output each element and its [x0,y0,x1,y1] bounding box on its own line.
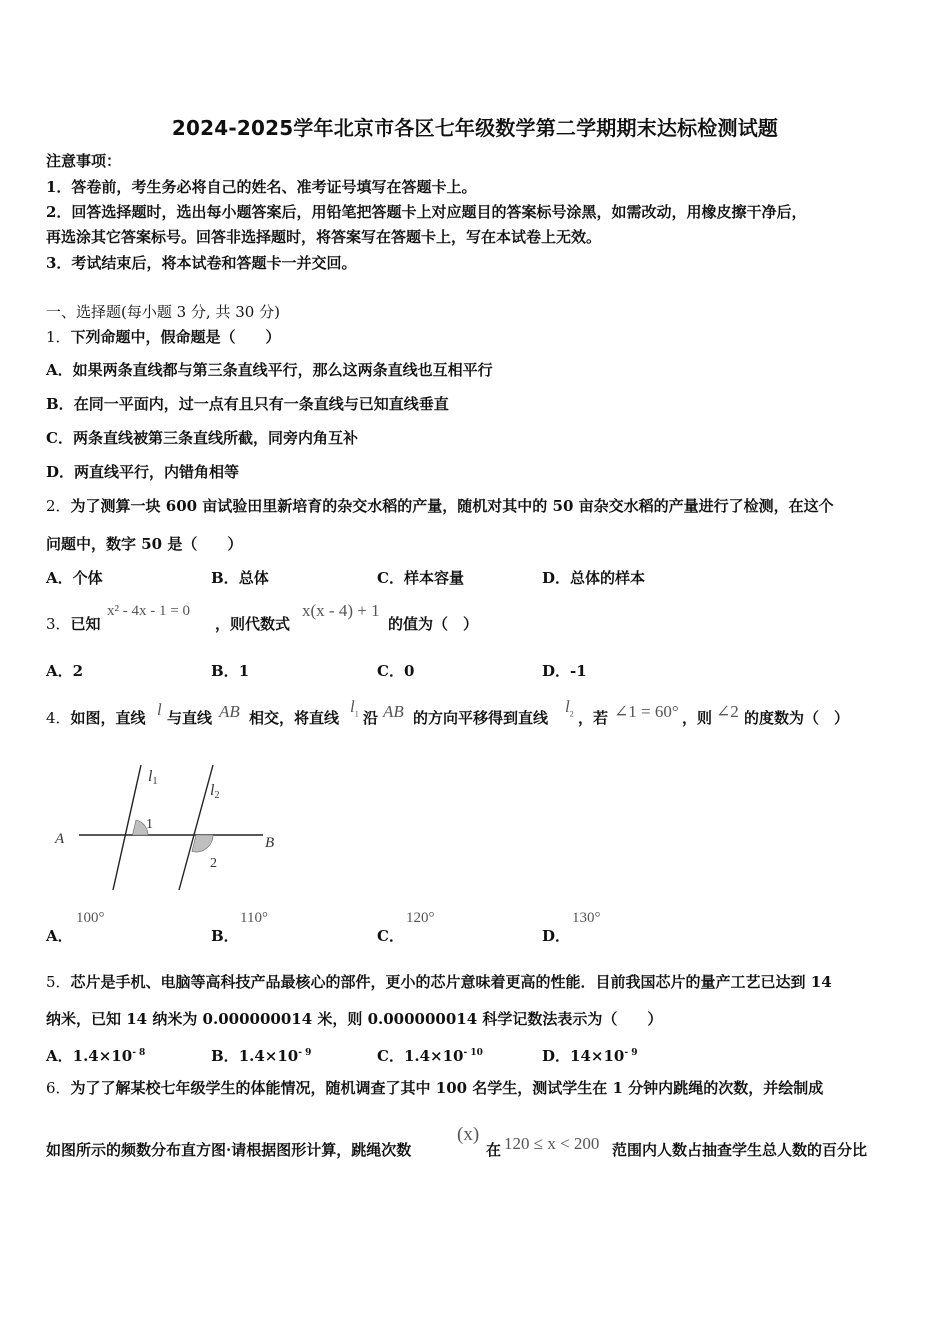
question-stem-cont: 问题中，数字 50 是（ ） [46,535,243,553]
option-text: 总体的样本 [570,569,646,587]
q2-option-b [211,568,269,588]
line-l: l [157,700,162,719]
notes-item: 3．考试结束后，将本试卷和答题卡一并交回。 [46,254,357,272]
notes-item: 再选涂其它答案标号。回答非选择题时，将答案写在答题卡上，写在本试卷上无效。 [46,228,602,246]
q4-option-c-label: C． [377,927,404,945]
option-label: D． [46,463,75,481]
q4-option-a-label: A． [46,927,73,945]
option-label: C． [377,569,404,587]
option-label: A． [46,569,73,587]
option-base: 14×10 [570,1047,625,1065]
question-1 [46,327,281,347]
question-number: 2． [46,497,71,515]
q3-option-b [211,661,249,681]
q5-option-c [377,1043,483,1066]
question-text: 范围内人数占抽查学生总人数的百分比 [612,1141,868,1159]
expression: x(x - 4) + 1 [302,601,380,620]
question-stem: 为了测算一块 600 亩试验田里新培育的杂交水稻的产量，随机对其中的 50 亩杂交水稻的产量进行了检测，在这个 [70,497,834,515]
option-text: 如果两条直线都与第三条直线平行，那么这两条直线也互相平行 [72,361,493,379]
question-text: ，若 [578,709,609,727]
q5-option-d [542,1043,637,1066]
option-exponent: - 9 [298,1048,312,1058]
parallel-lines-figure [46,755,296,900]
q1-option-a [46,360,493,380]
equation: x² - 4x - 1 = 0 [107,603,190,619]
q4-option-d-label: D． [542,927,571,945]
variable-x: (x) [457,1124,480,1145]
range-expression: 120 ≤ x < 200 [504,1134,600,1153]
line-l2: $l_2$ [565,697,574,719]
option-label: B． [46,395,74,413]
question-stem: 为了了解某校七年级学生的体能情况，随机调查了其中 100 名学生，测试学生在 1 分钟内跳绳的次数，并绘制成 [70,1079,824,1097]
question-stem-cont: 纳米，已知 14 纳米为 0.000000014 米，则 0.000000014 科学记数法表示为（ ） [46,1010,663,1028]
question-text: 相交，将直线 [249,709,340,727]
question-5 [46,972,832,992]
q2-option-d [542,568,645,588]
question-text: 如图所示的频数分布直方图·请根据图形计算，跳绳次数 [46,1141,412,1159]
option-label: A． [46,1047,73,1065]
option-label: C． [377,662,404,680]
question-text: 如图，直线 [70,709,146,727]
option-exponent: - 9 [624,1048,638,1058]
question-text: 沿 [363,709,379,727]
question-6 [46,1078,823,1098]
option-label: B． [211,1047,239,1065]
option-label: C． [46,429,73,447]
q1-option-d [46,462,239,482]
question-text: 与直线 [167,709,213,727]
label-l2: l2 [210,782,220,801]
question-text: 的度数为（ ） [744,709,850,727]
line-l2-drawn [179,765,213,890]
q2-option-a [46,568,103,588]
question-4 [46,708,146,728]
option-label: C． [377,1047,404,1065]
option-text: 1 [238,662,250,680]
q3-option-d [542,661,587,681]
q1-option-b [46,394,449,414]
option-text: 0 [403,662,415,680]
label-a: A [55,831,65,847]
notes-item: 2．回答选择题时，选出每小题答案后，用铅笔把答题卡上对应题目的答案标号涂黑，如需改动，用橡皮擦干净后， [46,203,807,221]
question-text: ，则代数式 [215,615,291,633]
q2-option-c [377,568,464,588]
question-stem: 芯片是手机、电脑等高科技产品最核心的部件，更小的芯片意味着更高的性能．目前我国芯片的量产工艺已达到 14 [70,973,832,991]
question-text: 的方向平移得到直线 [413,709,549,727]
option-label: A． [46,361,73,379]
option-text: 个体 [72,569,103,587]
q5-option-a [46,1043,145,1066]
q3-option-a [46,661,83,681]
question-text: 的值为（ ） [388,615,479,633]
option-exponent: - 8 [132,1048,146,1058]
angle-1-value: ∠1 = 60° [614,702,679,721]
q4-option-c-value: 120° [406,910,435,926]
page-title: 2024-2025学年北京市各区七年级数学第二学期期末达标检测试题 [171,116,779,140]
option-label: D． [542,662,571,680]
question-2 [46,496,834,516]
question-number: 4． [46,709,71,727]
option-text: 样本容量 [403,569,464,587]
question-number: 6． [46,1079,71,1097]
question-number: 5． [46,973,71,991]
option-text: 2 [72,662,84,680]
angle-2-arc [192,835,213,852]
question-number: 3． [46,615,71,633]
label-angle-1: 1 [146,817,153,832]
option-text: 在同一平面内，过一点有且只有一条直线与已知直线垂直 [73,395,449,413]
option-base: 1.4×10 [238,1047,299,1065]
label-b: B [265,835,275,851]
label-angle-2: 2 [210,856,217,871]
option-label: B． [211,662,239,680]
line-l1: $l_1$ [350,697,359,719]
angle-2: ∠2 [716,702,739,721]
option-label: B． [211,569,239,587]
option-exponent: - 10 [463,1048,483,1058]
option-label: D． [542,569,571,587]
notes-item: 1．答卷前，考生务必将自己的姓名、准考证号填写在答题卡上。 [46,178,477,196]
option-base: 1.4×10 [403,1047,464,1065]
option-label: A． [46,662,73,680]
question-3 [46,614,101,634]
option-text: 总体 [238,569,269,587]
q1-option-c [46,428,358,448]
line-ab: AB [219,702,240,721]
option-label: D． [542,1047,571,1065]
question-text: 在 [486,1141,502,1159]
notes-heading: 注意事项： [46,152,122,170]
q4-option-b-label: B． [211,927,239,945]
q4-option-b-value: 110° [240,910,268,926]
line-ab: AB [383,702,404,721]
question-text: ，则 [682,709,713,727]
question-text: 已知 [70,615,101,633]
option-text: 两条直线被第三条直线所截，同旁内角互补 [72,429,358,447]
option-text: -1 [570,662,587,680]
q3-option-c [377,661,414,681]
question-number: 1． [46,328,71,346]
label-l1: l1 [148,768,158,787]
q4-option-d-value: 130° [572,910,601,926]
option-base: 1.4×10 [72,1047,133,1065]
q5-option-b [211,1043,311,1066]
option-text: 两直线平行，内错角相等 [74,463,240,481]
question-stem: 下列命题中，假命题是（ ） [70,328,281,346]
q4-option-a-value: 100° [76,910,105,926]
section-heading: 一、选择题(每小题 3 分, 共 30 分) [46,303,280,321]
